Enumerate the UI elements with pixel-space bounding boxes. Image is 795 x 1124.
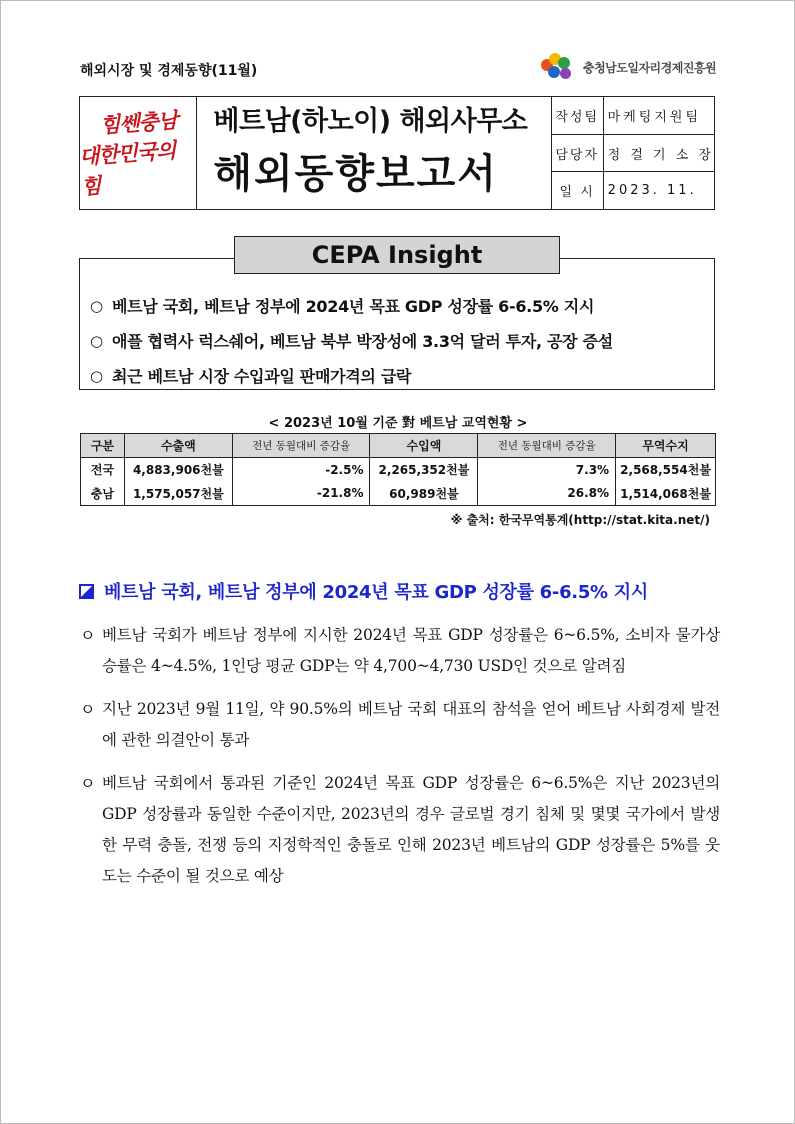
meta-row-author [552, 135, 714, 173]
insight-text: 최근 베트남 시장 수입과일 판매가격의 급락 [112, 367, 412, 386]
table-cell: 4,883,906천불 [124, 458, 232, 482]
meta-row-team [552, 97, 714, 135]
table-cell: 2,568,554천불 [616, 458, 716, 482]
table-cell: 충남 [81, 482, 125, 506]
table-header-row [81, 434, 716, 458]
body-paragraph [80, 768, 720, 892]
insight-text: 베트남 국회, 베트남 정부에 2024년 목표 GDP 성장률 6-6.5% 지시 [112, 297, 595, 316]
bullet-icon: ㅇ [80, 700, 96, 719]
table-cell: 26.8% [478, 482, 616, 506]
table-cell: 1,514,068천불 [616, 482, 716, 506]
table-cell: 60,989천불 [370, 482, 478, 506]
column-header: 수출액 [124, 434, 232, 458]
meta-key: 작성팀 [552, 97, 604, 134]
trade-table-caption: < 2023년 10월 기준 對 베트남 교역현황 > [268, 416, 528, 431]
column-header: 수입액 [370, 434, 478, 458]
table-cell: 2,265,352천불 [370, 458, 478, 482]
meta-table [552, 97, 714, 209]
circle-bullet-icon: ○ [90, 331, 103, 350]
insight-text: 애플 협력사 럭스쉐어, 베트남 북부 박장성에 3.3억 달러 투자, 공장 증설 [112, 332, 613, 351]
slogan-line-2: 대한민국의 힘 [78, 137, 177, 199]
org-name: 충청남도일자리경제진흥원 [583, 60, 717, 75]
insight-tab-label: CEPA Insight [234, 236, 560, 274]
table-cell: -21.8% [232, 482, 370, 506]
meta-value: 2023. 11. [607, 183, 697, 199]
table-cell: 전국 [81, 458, 125, 482]
column-header: 무역수지 [616, 434, 716, 458]
insight-item [90, 288, 613, 323]
body-text: 지난 2023년 9월 11일, 약 90.5%의 베트남 국회 대표의 참석을 얻어 베트남 사회경제 발전에 관한 의결안이 통과 [102, 700, 720, 749]
slogan-line-1: 힘쎈충남 [98, 107, 178, 138]
meta-row-date [552, 172, 714, 209]
body-text: 베트남 국회가 베트남 정부에 지시한 2024년 목표 GDP 성장률은 6~6.5%, 소비자 물가상승률은 4~4.5%, 1인당 평균 GDP는 약 4,700~4,730 USD인 것으로 알려짐 [102, 626, 720, 675]
office-name: 베트남(하노이) 해외사무소 [213, 106, 528, 137]
org-logo [541, 53, 716, 81]
body-text: 베트남 국회에서 통과된 기준인 2024년 목표 GDP 성장률은 6~6.5%은 지난 2023년의 GDP 성장률과 동일한 수준이지만, 2023년의 경우 글로벌 경기 침체 및 몇몇 국가에서 발생한 무력 충돌, 전쟁 등의 지정학적인 충돌로 인해 2023년 베트남의 GDP 성장률은 5%를 웃도는 수준이 될 것으로 예상 [102, 774, 720, 885]
body-paragraph [80, 694, 720, 756]
slogan-logo [80, 97, 197, 209]
body-paragraph [80, 620, 720, 682]
column-header: 전년 동월대비 증감율 [232, 434, 370, 458]
meta-value: 마케팅지원팀 [607, 109, 702, 125]
body-list [80, 620, 720, 904]
circle-bullet-icon: ○ [90, 366, 103, 385]
column-header: 구분 [81, 434, 125, 458]
meta-key: 일 시 [552, 172, 604, 209]
table-cell: 1,575,057천불 [124, 482, 232, 506]
section-title: 베트남 국회, 베트남 정부에 2024년 목표 GDP 성장률 6-6.5% 지시 [104, 582, 648, 603]
insight-item [90, 323, 613, 358]
meta-value: 정 걸 기 소 장 [607, 147, 714, 163]
running-title: 해외시장 및 경제동향(11월) [80, 63, 258, 79]
trade-table [80, 433, 716, 506]
table-cell: 7.3% [478, 458, 616, 482]
title-block [197, 97, 551, 209]
report-header [79, 96, 715, 210]
section-marker-icon [79, 584, 94, 599]
section-heading [79, 578, 648, 604]
bullet-icon: ㅇ [80, 774, 96, 793]
table-row [81, 482, 716, 506]
insight-item [90, 358, 613, 393]
column-header: 전년 동월대비 증감율 [478, 434, 616, 458]
bullet-icon: ㅇ [80, 626, 96, 645]
insight-list [90, 288, 613, 393]
meta-key: 담당자 [552, 135, 604, 172]
org-logo-icon [541, 53, 577, 81]
table-row [81, 458, 716, 482]
circle-bullet-icon: ○ [90, 296, 103, 315]
report-title: 해외동향보고서 [213, 151, 498, 197]
table-cell: -2.5% [232, 458, 370, 482]
trade-source-note: ※ 출처: 한국무역통계(http://stat.kita.net/) [450, 513, 710, 527]
